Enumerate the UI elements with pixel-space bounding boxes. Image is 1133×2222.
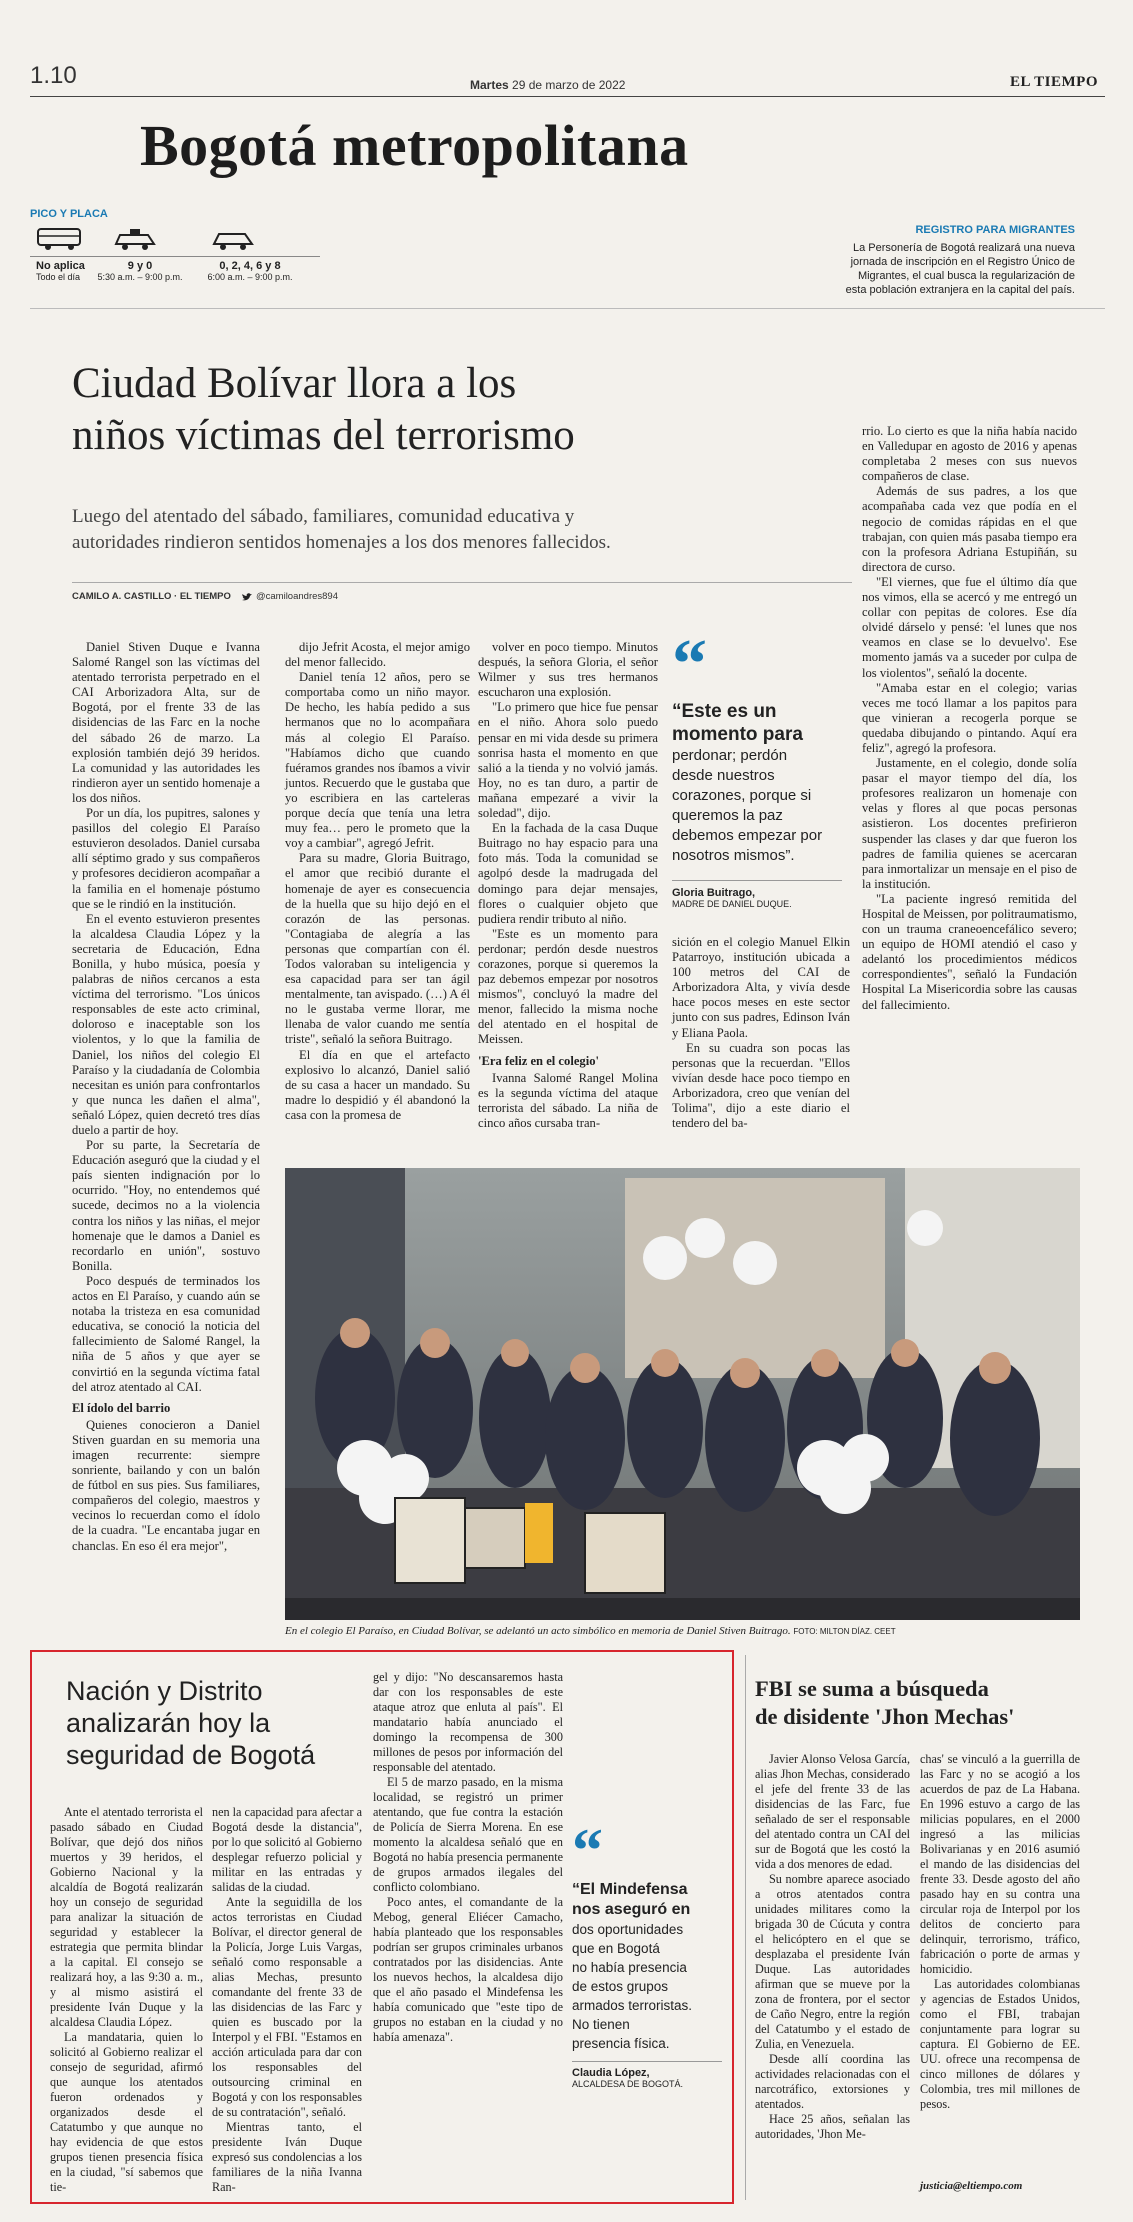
brand-logo: EL TIEMPO [1010,74,1098,90]
paragraph: Por su parte, la Secretaría de Educación aseguró que la ciudad y el país sienten indignación por lo ocurrido. "Hoy, no entendemos qué sucede, decimos no a la violencia contra los niños y las niñas, el mejor homenaje que le damos a Daniel es recordarlo en unión", sostuvo Bonilla. [72,1138,260,1273]
paragraph: Ivanna Salomé Rangel Molina es la segunda víctima del ataque terrorista del sábado. La niña de cinco años cursaba tran- [478,1070,658,1130]
twitter-icon [241,590,253,602]
quote-name: Claudia López, [572,2067,650,2079]
quote-body: corazones, porque si [672,787,812,804]
paragraph: Hace 25 años, señalan las autoridades, 'Jhon Me- [755,2112,910,2141]
quote-body: que en Bogotá [572,1941,660,1956]
quote-lead: “Este es un [672,701,777,722]
paragraph: Además de sus padres, a los que acompañaba cada vez que podía en el negocio de comidas rápidas en el que trabajan, con quien más pasaba tiempo era con la profesora Adriana Estupiñán, su directora de curso. [862,484,1077,574]
paragraph: Quienes conocieron a Daniel Stiven guardan en su memoria una imagen recurrente: siempre sonriente, bailando y con un balón de fútbol en sus pies. Sus familiares, compañeros del colegio, maestros y vecinos lo recuerdan como el ídolo de la cuadra. "Le encantaba jugar en chanclas. En eso él era mejor", [72,1417,260,1553]
subheading: 'Era feliz en el colegio' [478,1053,599,1068]
second-column-2 [212,1805,362,2195]
paragraph: En su cuadra son pocas las personas que la recuerdan. "Ellos vivían desde hace poco tiempo en Arborizadora, creo que venían del Tolima", dijo a este diario el tendero del ba- [672,1040,850,1131]
paragraph: nen la capacidad para afectar a Bogotá desde la distancia", por lo que solicitó al Gobierno desplegar refuerzo policial y militar en las entradas y salidas de la ciudad. [212,1805,362,1894]
main-dek [72,504,611,556]
pico-note: 5:30 a.m. – 9:00 p.m. [97,272,183,282]
migrantes-line: esta población extranjera en la capital del país. [845,284,1075,296]
paragraph: En el evento estuvieron presentes la alcaldesa Claudia López y la secretaria de Educación, Edna Bonilla, y hubo música, poesía y palabras de niños cercanos a esta víctima del terrorismo. "Los únicos responsables de este acto criminal, doloroso e inaceptable son los violentos, y lo que la familia de Daniel, los niños del colegio El Paraíso y la ciudadanía de Colombia necesitan es unión para confrontarlos y que nunca les dañen el alma", señaló López, quien decretó tres días duelo a partir de hoy. [72,911,260,1137]
subheading: El ídolo del barrio [72,1400,171,1415]
migrantes-line: Migrantes, el cual busca la regularización de [857,270,1075,282]
quote-body: no había presencia [572,1960,687,1975]
second-headline-line: seguridad de Bogotá [66,1740,316,1770]
pico-value: No aplica [36,260,85,272]
pico-value: 9 y 0 [127,260,153,272]
byline-rule [72,582,852,583]
fbi-divider [745,1655,746,2200]
memorial-photo [285,1168,1080,1620]
paragraph: Javier Alonso Velosa García, alias Jhon Mechas, considerado el jefe del frente 33 de las disidencias de las Farc, fue señalado de ser el responsable del atentado contra un CAI del sur de Bogotá que les costó la vida a dos menores de edad. [755,1752,910,1871]
paragraph: "Amaba estar en el colegio; varias veces me tocó llamar a los papitos para que vinieran a recogerla porque se quedaba dibujando o pintando. Aquí era feliz", agregó la profesora. [862,680,1077,755]
paragraph: Poco antes, el comandante de la Mebog, general Eliécer Camacho, había planteado que los responsables podrían ser grupos criminales urbanos contratados por las disidencias. Ante los nuevos hechos, la alcaldesa dijo que el año pasado el Mindefensa les había comunicado que "este tipo de grupos no estaban en la ciudad y no había amenaza". [373,1895,563,2044]
pico-item-car [190,260,310,282]
quote-body: nosotros mismos”. [672,847,795,864]
main-column-3 [478,640,658,1131]
page-number: 1.10 [30,62,77,89]
pico-value: 0, 2, 4, 6 y 8 [219,260,281,272]
migrantes-line: jornada de inscripción en el Registro Único de [850,256,1075,268]
paragraph: Su nombre aparece asociado a otros atentados contra unidades militares como la brigada 30 de Cúcuta y contra el helicóptero en el que se desplazaba el presidente Iván Duque. Las autoridades afirman que se mueve por la zona de frontera, por el sector de Caño Negro, entre la región del Catatumbo y el estado de Zulia, en Venezuela. [755,1872,910,2051]
paragraph: volver en poco tiempo. Minutos después, la señora Gloria, el señor Wilmer y sus tres hermanos escucharon una explosión. [478,640,658,700]
quote-name: Gloria Buitrago, [672,887,756,899]
quote-body: No tienen [572,2017,630,2032]
quote-lead: momento para [672,724,803,745]
quote-body: desde nuestros [672,767,775,784]
paragraph: Ante el atentado terrorista el pasado sábado en Ciudad Bolívar, que dejó dos niños muertos y 39 heridos, el Gobierno Nacional y la alcaldía de Bogotá realizarán hoy un consejo de seguridad para analizar la situación de seguridad y establecer la estrategia que permita blindar a la capital. El consejo se realizará hoy, a las 9:30 a. m., y al mismo asistirá el presidente Iván Duque y la alcaldesa Claudia López. [50,1805,203,2029]
pico-placa-rule [30,256,320,257]
quote-body: de estos grupos [572,1979,669,1994]
quote-role: MADRE DE DANIEL DUQUE. [672,899,792,909]
pico-note: Todo el día [36,272,81,282]
paragraph: Las autoridades colombianas y agencias de Estados Unidos, como el FBI, trabajan conjuntamente para lograr su captura. El Gobierno de EE. UU. ofrece una recompensa de cinco millones de dólares y Colombia, tres mil millones de pesos. [920,1977,1080,2111]
fbi-column-1 [755,1752,910,2142]
taxi-icon [112,226,158,252]
paragraph: dijo Jefrit Acosta, el mejor amigo del menor fallecido. [285,640,470,670]
main-column-1 [72,640,260,1554]
photo-caption [285,1625,1085,1637]
main-column-2 [285,640,470,1123]
fbi-headline-line: de disidente 'Jhon Mechas' [755,1704,1015,1729]
paragraph: "El viernes, que fue el último día que nos vimos, ella se acercó y me entregó un collar con pepitas de colores. Ese día olvidé dárselo y pensé: 'el lunes que nos veamos en clase se lo devuelvo'. Ese momento jamás va a suceder por culpa de los violentos", señaló la docente. [862,574,1077,680]
paragraph: "Este es un momento para perdonar; perdón desde nuestros corazones, porque si queremos la paz debemos empezar por nosotros mismos", concluyó la madre del menor, fallecido la misma noche del atentado en el hospital de Meissen. [478,926,658,1047]
paragraph: La mandataria, quien lo solicitó al Gobierno realizar el consejo de seguridad, afirmó que aunque los atentados fueron ordenados y organizados desde el Catatumbo y que aunque no hay evidencia de que estos grupos tienen presencia física en la ciudad, "sí sabemos que tie- [50,2030,203,2194]
main-dek-line: Luego del atentado del sábado, familiares, comunidad educativa y [72,506,575,527]
date-rest: 29 de marzo de 2022 [508,78,626,92]
header-rule [30,96,1105,97]
date-weekday: Martes [470,78,509,92]
paragraph: Daniel Stiven Duque e Ivanna Salomé Rangel son las víctimas del atentado terrorista perpetrado en el CAI Arborizadora Alta, sur de Bogotá, por el frente 33 de las disidencias de las Farc en la noche del sábado 26 de marzo. La explosión también dejó 39 heridos. La comunidad y las autoridades les rindieron ayer un sentido homenaje a los dos niños. [72,640,260,805]
quote-lead: “El Mindefensa [572,1881,688,1898]
pull-quote [672,700,842,909]
main-headline-line: Ciudad Bolívar llora a los [72,360,517,407]
paragraph: sición en el colegio Manuel Elkin Patarroyo, institución ubicada a 100 metros del CAI de Arborizadora Alta, y vivía desde hace pocos meses en este sector junto con sus padres, Edinson Iván y Eliana Paola. [672,935,850,1040]
quote-body: dos oportunidades [572,1922,684,1937]
fbi-column-2 [920,1752,1080,2112]
paragraph: "Lo primero que hice fue pensar en el niño. Ahora solo puedo pensar en mi vida desde su primera sonrisa hasta el momento en que salió a la tienda y no volvió jamás. Hoy, no es tan duro, a partir de mañana empezaré a vivir la soledad", dijo. [478,700,658,821]
paragraph: En la fachada de la casa Duque Buitrago no hay espacio para una foto más. Toda la comunidad se agolpó desde la madrugada del domingo para dejar mensajes, flores o cualquier objeto que pudiera rendir tributo al niño. [478,821,658,926]
second-headline-line: analizarán hoy la [66,1708,271,1738]
migrantes-text [700,241,1075,297]
fbi-headline-line: FBI se suma a búsqueda [755,1676,989,1701]
paragraph: Para su madre, Gloria Buitrago, el amor que recibió durante el homenaje de ayer es consecuencia de la huella que su hijo dejó en el corazón de las personas. "Contagiaba de alegría a las personas que compartían con él. Todos valoraban su inteligencia y esa capacidad para ser tan ágil mentalmente, tan avispado. (…) A él no le gustaba verme llorar, me llenaba de valor cuando me sentía triste", señaló la señora Buitrago. [285,851,471,1047]
paragraph: "La paciente ingresó remitida del Hospital de Meissen, por politraumatismo, con un trauma craneoencefálico severo; un equipo de HOMI atendió el caso y adelantó los procedimientos médicos correspondientes", señaló la Fundación Hospital La Misericordia sobre las causas del fallecimiento. [862,891,1077,1012]
main-column-5 [862,424,1077,1013]
migrantes-line: La Personería de Bogotá realizará una nueva [853,242,1075,254]
caption-credit: FOTO: MILTON DÍAZ. CEET [793,1627,896,1636]
second-headline-line: Nación y Distrito [66,1676,263,1706]
page-date [470,78,625,92]
paragraph: Poco después de terminados los actos en El Paraíso, y cuando aún se notaba la tristeza en esa comunidad educativa, se conoció la noticia del fallecimiento de Salomé Rangel, la niña de 5 años y que ayer se convirtió en la segunda víctima fatal del atroz atentado al CAI. [72,1273,260,1394]
second-pull-quote [572,1880,722,2089]
migrantes-title: REGISTRO PARA MIGRANTES [915,224,1075,236]
paragraph: gel y dijo: "No descansaremos hasta dar con los responsables de este ataque atroz que enluta al país". El mandatario había anunciado el domingo la recompensa de 300 millones de pesos por información del responsable del atentado. [373,1670,563,1774]
quote-body: armados terroristas. [572,1998,693,2013]
bus-icon [36,226,84,252]
paragraph: rrio. Lo cierto es que la niña había nacido en Valledupar en agosto de 2016 y apenas completaba 2 meses con sus nuevos compañeros de clase. [862,424,1077,484]
main-dek-line: autoridades rindieron sentidos homenajes a los dos menores fallecidos. [72,532,611,553]
header-bottom-rule [30,308,1105,309]
paragraph: Mientras tanto, el presidente Iván Duque expresó sus condolencias a los familiares de la niña Ivanna Ran- [212,2120,362,2194]
paragraph: Desde allí coordina las actividades relacionadas con el narcotráfico, extorsiones y atentados. [755,2052,910,2111]
second-column-3 [373,1670,563,2045]
caption-text: En el colegio El Paraíso, en Ciudad Bolívar, se adelantó un acto simbólico en memoria de Daniel Stiven Buitrago. [285,1625,791,1637]
twitter-handle: @camiloandres894 [256,591,338,602]
quote-lead: nos aseguró en [572,1901,691,1918]
quote-body: perdonar; perdón [672,747,788,764]
section-title: Bogotá metropolitana [140,113,689,178]
second-headline [66,1675,315,1771]
pico-item-taxi [90,260,190,282]
paragraph: Justamente, en el colegio, donde solía pasar el mayor tiempo del día, los profesores realizaron un homenaje con velas y flores al que pocas personas asistieron. Los docentes prefirieron suspender las clases y dar que fueron los padres de familia quienes se acercaran para inmortalizar un mensaje en el piso de la institución. [862,756,1077,891]
pico-note: 6:00 a.m. – 9:00 p.m. [207,272,293,282]
paragraph: El 5 de marzo pasado, en la misma localidad, se registró un primer atentando, que fue contra la estación de Policía de Sierra Morena. En ese momento la alcaldesa señaló que en Bogotá no había presencia permanente de grupos armados ilegales del conflicto colombiano. [373,1775,563,1894]
quote-body: debemos empezar por [672,827,823,844]
second-column-1 [50,1805,203,2195]
car-icon [210,226,256,252]
paragraph: El día en que el artefacto explosivo lo alcanzó, Daniel salió de su casa a hacer un mandado. Su madre lo despidió y él abandonó la casa con la promesa de [285,1047,470,1122]
quote-body: presencia física. [572,2036,670,2051]
quote-mark-icon: “ [672,626,707,703]
paragraph: Por un día, los pupitres, salones y pasillos del colegio El Paraíso estuvieron desolados. Daniel cursaba allí séptimo grado y sus compañeros y profesores decidieron acompañar a la familia en el homenaje póstumo que se le rindió en la institución. [72,806,260,911]
main-headline [72,358,575,462]
fbi-email[interactable]: justicia@eltiempo.com [920,2180,1023,2192]
pico-placa-title: PICO Y PLACA [30,208,108,220]
quote-mark-icon: “ [572,1817,603,1885]
paragraph: Ante la seguidilla de los actos terroristas en Ciudad Bolívar, el director general de la Policía, Jorge Luis Vargas, señaló como responsable a alias Mechas, presunto comandante del frente 33 de las disidencias de las Farc y quien es buscado por la Interpol y el FBI. "Estamos en acción articulada para dar con los responsables del outsourcing criminal en Bogotá y con los responsables de su contratación", señaló. [212,1895,362,2119]
fbi-headline [755,1675,1014,1731]
main-column-4 [672,935,850,1131]
quote-role: ALCALDESA DE BOGOTÁ. [572,2079,684,2089]
byline: CAMILO A. CASTILLO · EL TIEMPO [72,591,231,602]
paragraph: chas' se vinculó a la guerrilla de las Farc y no se acogió a los acuerdos de paz de La Habana. En 1996 estuvo a cargo de las milicias populares, en el 2000 ingresó a las milicias Bolivarianas y en 2016 asumió el mando de las disidencias del frente 33. Desde agosto del año pasado hay en su contra una circular roja de Interpol por los delitos de concierto para delinquir, terrorismo, tráfico, fabricación o porte de armas y homicidio. [920,1752,1080,1976]
main-headline-line: niños víctimas del terrorismo [72,412,575,459]
quote-body: queremos la paz [672,807,783,824]
paragraph: Daniel tenía 12 años, pero se comportaba como un niño mayor. De hecho, les había pedido a sus hermanos que no lo acompañara más al colegio El Paraíso. "Habíamos dicho que cuando fuéramos grandes nos íbamos a vivir juntos. Recuerdo que le gustaba que yo escribiera en las carteleras porque decía que tenía una letra muy fea… pero le prometo que la voy a cambiar", agregó Jefrit. [285,670,471,851]
